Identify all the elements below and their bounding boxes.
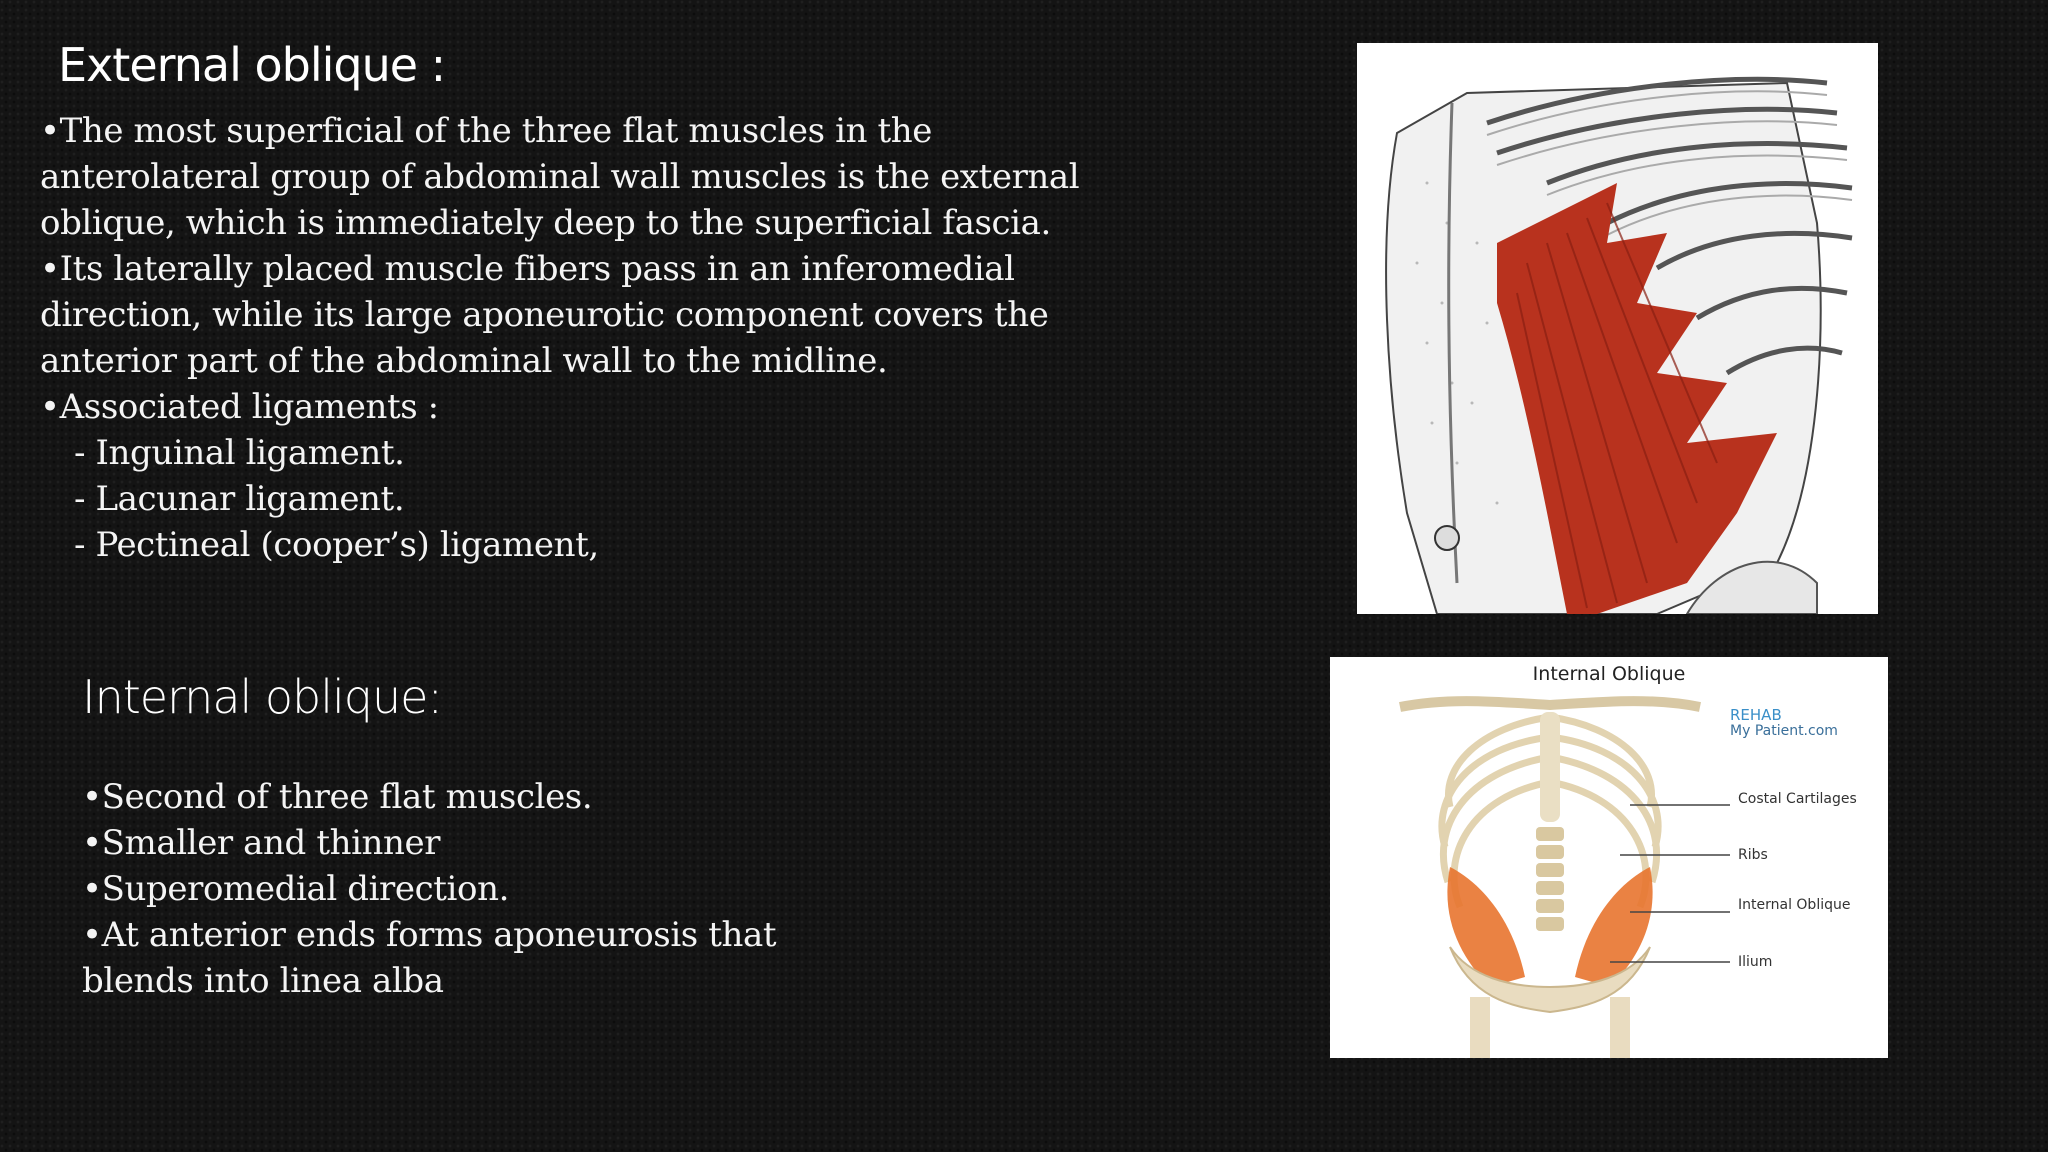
ligament-item: - Inguinal ligament. [74,433,405,473]
ligament-item: - Lacunar ligament. [74,479,405,519]
section-title: Internal oblique: [82,670,442,724]
bullet-item: •At anterior ends forms aponeurosis that blends into linea alba [82,915,777,1001]
slide-title: External oblique : [58,38,446,92]
brand-line-1: REHAB [1730,706,1782,724]
label-costal-cartilages: Costal Cartilages [1738,791,1857,807]
brand-line-2: My Patient.com [1730,723,1838,739]
label-internal-oblique: Internal Oblique [1738,897,1851,913]
brand-logo [1730,707,1838,739]
external-oblique-drawing [1357,43,1878,614]
paragraph: •Associated ligaments : [40,387,439,427]
bullet-item: •Smaller and thinner [82,823,441,863]
internal-oblique-list [82,774,842,1004]
paragraph: •Its laterally placed muscle fibers pass in an inferomedial direction, while its large aponeurotic component covers the anterior part of the abdominal wall to the midline. [40,249,1049,381]
bullet-item: •Superomedial direction. [82,869,509,909]
ligament-item: - Pectineal (cooper’s) ligament, [74,525,599,565]
diagram-caption: Internal Oblique [1532,663,1686,685]
external-oblique-text [40,108,1080,568]
internal-oblique-diagram [1330,657,1888,1058]
label-ilium: Ilium [1738,954,1773,970]
paragraph: •The most superficial of the three flat muscles in the anterolateral group of abdominal wall muscles is the external oblique, which is immediately deep to the superficial fascia. [40,111,1080,243]
label-ribs: Ribs [1738,847,1768,863]
bullet-item: •Second of three flat muscles. [82,777,593,817]
external-oblique-illustration [1357,43,1878,614]
